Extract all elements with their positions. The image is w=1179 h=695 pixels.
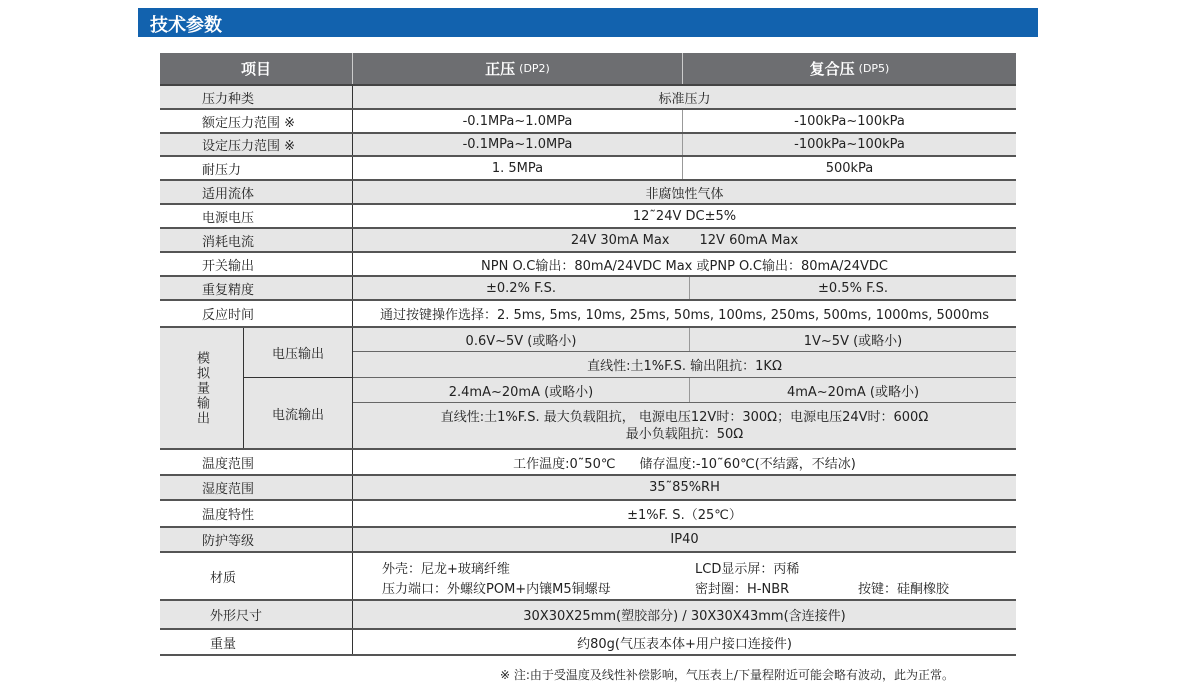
row-label: 压力种类 xyxy=(160,86,353,108)
current-note-line1: 直线性:土1%F.S. 最大负载阻抗， 电源电压12V时：300Ω；电源电压24V时：600Ω xyxy=(440,409,929,425)
dp2-value: 0.6V~5V (或略小) xyxy=(353,328,690,351)
row-label: 温度范围 xyxy=(160,450,353,474)
table-row xyxy=(160,528,1016,553)
row-label: 材质 xyxy=(160,553,353,599)
row-value: 通过按键操作选择：2. 5ms, 5ms, 10ms, 25ms, 50ms, 100ms, 250ms, 500ms, 1000ms, 5000ms xyxy=(379,308,990,323)
table-row xyxy=(160,110,1016,134)
row-value: 12˜24V DC±5% xyxy=(632,208,737,224)
table-row xyxy=(160,476,1016,501)
table-row xyxy=(160,277,1016,301)
header-dp2-code: (DP2) xyxy=(519,62,550,75)
header-dp2-label: 正压 xyxy=(485,60,516,78)
table-row xyxy=(160,86,1016,110)
analog-output-block xyxy=(160,328,1016,450)
material-seal: 密封圈：H-NBR xyxy=(695,582,790,597)
row-label: 适用流体 xyxy=(160,181,353,203)
row-label: 湿度范围 xyxy=(160,476,353,499)
row-label: 防护等级 xyxy=(160,528,353,551)
table-row xyxy=(160,601,1016,630)
dp5-value: 4mA~20mA (或略小) xyxy=(786,384,920,400)
dp2-value: 1. 5MPa xyxy=(353,157,683,179)
row-label: 耐压力 xyxy=(160,157,353,179)
current-note xyxy=(353,403,1016,448)
dp5-value: 1V~5V (或略小) xyxy=(803,334,903,349)
row-value xyxy=(353,450,1016,474)
dp2-value: -0.1MPa~1.0MPa xyxy=(353,134,683,155)
row-label: 重量 xyxy=(160,630,353,654)
dp2-value: -0.1MPa~1.0MPa xyxy=(353,110,683,132)
table-header xyxy=(160,53,1016,86)
current-12v: 12V 60mA Max xyxy=(699,232,799,248)
table-row xyxy=(160,553,1016,601)
table-row xyxy=(160,301,1016,328)
footnote: ※ 注:由于受温度及线性补偿影响，气压表上/下量程附近可能会略有波动，此为正常。 xyxy=(500,668,954,682)
current-24v: 24V 30mA Max xyxy=(570,232,670,248)
row-label: 开关输出 xyxy=(160,253,353,275)
dp5-value: -100kPa~100kPa xyxy=(794,137,905,152)
operating-temp: 工作温度:0˜50℃ xyxy=(513,456,616,472)
row-value: 35˜85%RH xyxy=(649,480,720,495)
storage-temp: 储存温度:-10˜60℃(不结露，不结冰) xyxy=(639,456,856,472)
row-label: 重复精度 xyxy=(160,277,353,299)
material-lcd: LCD显示屏：丙稀 xyxy=(695,562,800,577)
analog-label: 模拟量输出 xyxy=(160,328,244,448)
row-label: 温度特性 xyxy=(160,501,353,526)
header-dp5-label: 复合压 xyxy=(809,60,855,78)
dp2-value: ±0.2% F.S. xyxy=(353,277,690,299)
row-value: 约80g(气压表本体+用户接口连接件) xyxy=(577,636,792,652)
row-label: 消耗电流 xyxy=(160,229,353,251)
table-row xyxy=(160,181,1016,205)
row-label: 外形尺寸 xyxy=(160,601,353,628)
table-row xyxy=(160,205,1016,229)
row-value: 非腐蚀性气体 xyxy=(645,186,724,202)
material-port: 压力端口：外螺纹POM+内镶M5铜螺母 xyxy=(382,582,611,597)
current-note-row xyxy=(353,403,1016,448)
row-value: IP40 xyxy=(670,532,699,547)
row-value: 30X30X25mm(塑胶部分) / 30X30X43mm(含连接件) xyxy=(523,609,846,624)
table-row xyxy=(160,253,1016,277)
dp5-value: 500kPa xyxy=(825,160,874,176)
current-label: 电流输出 xyxy=(244,378,353,448)
dp2-value: 2.4mA~20mA (或略小) xyxy=(353,378,690,402)
table-row xyxy=(160,630,1016,656)
table-row xyxy=(160,157,1016,181)
voltage-range-row xyxy=(353,328,1016,352)
header-dp5 xyxy=(683,53,1016,84)
voltage-label: 电压输出 xyxy=(244,328,353,378)
current-range-row xyxy=(353,378,1016,403)
table-row xyxy=(160,501,1016,528)
section-title: 技术参数 xyxy=(150,15,222,36)
row-value xyxy=(353,229,1016,251)
voltage-note-row xyxy=(353,352,1016,378)
material-key: 按键：硅酮橡胶 xyxy=(858,582,950,597)
row-label: 设定压力范围 ※ xyxy=(160,134,353,155)
material-shell: 外壳：尼龙+玻璃纤维 xyxy=(382,562,510,577)
dp5-value: -100kPa~100kPa xyxy=(794,113,905,129)
voltage-note: 直线性:土1%F.S. 输出阻抗：1KΩ xyxy=(587,359,782,374)
row-value: NPN O.C输出：80mA/24VDC Max 或PNP O.C输出：80mA/24VDC xyxy=(481,258,888,274)
table-row xyxy=(160,450,1016,476)
header-dp2 xyxy=(353,53,683,84)
row-value: ±1%F. S.（25℃） xyxy=(627,508,742,523)
row-label: 额定压力范围 ※ xyxy=(160,110,353,132)
table-row xyxy=(160,229,1016,253)
row-value: 标准压力 xyxy=(658,91,711,107)
dp5-value: ±0.5% F.S. xyxy=(818,280,888,296)
current-note-line2: 最小负载阻抗：50Ω xyxy=(625,426,744,442)
table-row xyxy=(160,134,1016,157)
row-label: 电源电压 xyxy=(160,205,353,227)
header-item: 项目 xyxy=(160,53,353,84)
section-title-bar xyxy=(138,8,1038,37)
header-dp5-code: (DP5) xyxy=(858,62,890,75)
row-label: 反应时间 xyxy=(160,301,353,326)
